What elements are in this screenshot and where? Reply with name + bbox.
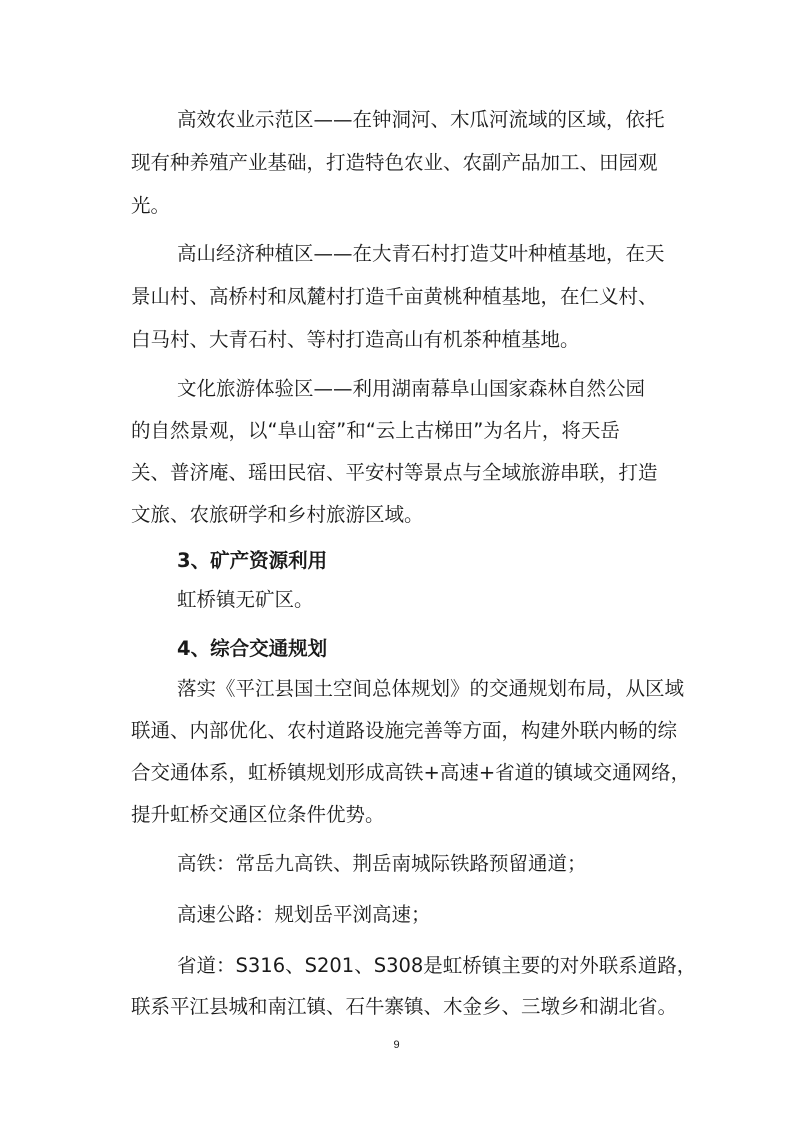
text-line: 联系平江县城和南江镇、石牛寨镇、木金乡、三墩乡和湖北省。 — [131, 995, 678, 1018]
text-line: 文旅、农旅研学和乡村旅游区域。 — [131, 503, 424, 526]
text-line: 景山村、高桥村和凤麓村打造千亩黄桃种植基地，在仁义村、 — [131, 285, 658, 308]
text-line: 的自然景观，以“阜山窑”和“云上古梯田”为名片，将天岳 — [131, 419, 620, 442]
text-line: 白马村、大青石村、等村打造高山有机茶种植基地。 — [131, 328, 580, 351]
text-line: 关、普济庵、瑶田民宿、平安村等景点与全域旅游串联，打造 — [131, 461, 658, 484]
text-line: 高山经济种植区——在大青石村打造艾叶种植基地，在天 — [177, 242, 665, 265]
text-line: 省道：S316、S201、S308是虹桥镇主要的对外联系道路， — [177, 954, 697, 977]
text-line-rail: 高铁：常岳九高铁、荆岳南城际铁路预留通道； — [177, 852, 587, 875]
page-number: 9 — [393, 1039, 400, 1051]
section-heading-traffic: 4、综合交通规划 — [177, 637, 328, 660]
text-line: 文化旅游体验区——利用湖南幕阜山国家森林自然公园 — [177, 377, 646, 400]
text-line: 现有种养殖产业基础，打造特色农业、农副产品加工、田园观 — [131, 151, 658, 174]
text-line: 落实《平江县国土空间总体规划》的交通规划布局，从区域 — [177, 677, 685, 700]
text-line: 虹桥镇无矿区。 — [177, 588, 314, 611]
text-line: 联通、内部优化、农村道路设施完善等方面，构建外联内畅的综 — [131, 719, 678, 742]
text-line: 提升虹桥交通区位条件优势。 — [131, 803, 385, 826]
text-line: 高效农业示范区——在钟洞河、木瓜河流域的区域，依托 — [177, 108, 665, 131]
section-heading-mineral: 3、矿产资源利用 — [177, 549, 328, 572]
text-line: 光。 — [131, 194, 171, 217]
text-line: 合交通体系，虹桥镇规划形成高铁+高速+省道的镇域交通网络， — [131, 761, 691, 784]
text-line-highway: 高速公路：规划岳平浏高速； — [177, 903, 431, 926]
